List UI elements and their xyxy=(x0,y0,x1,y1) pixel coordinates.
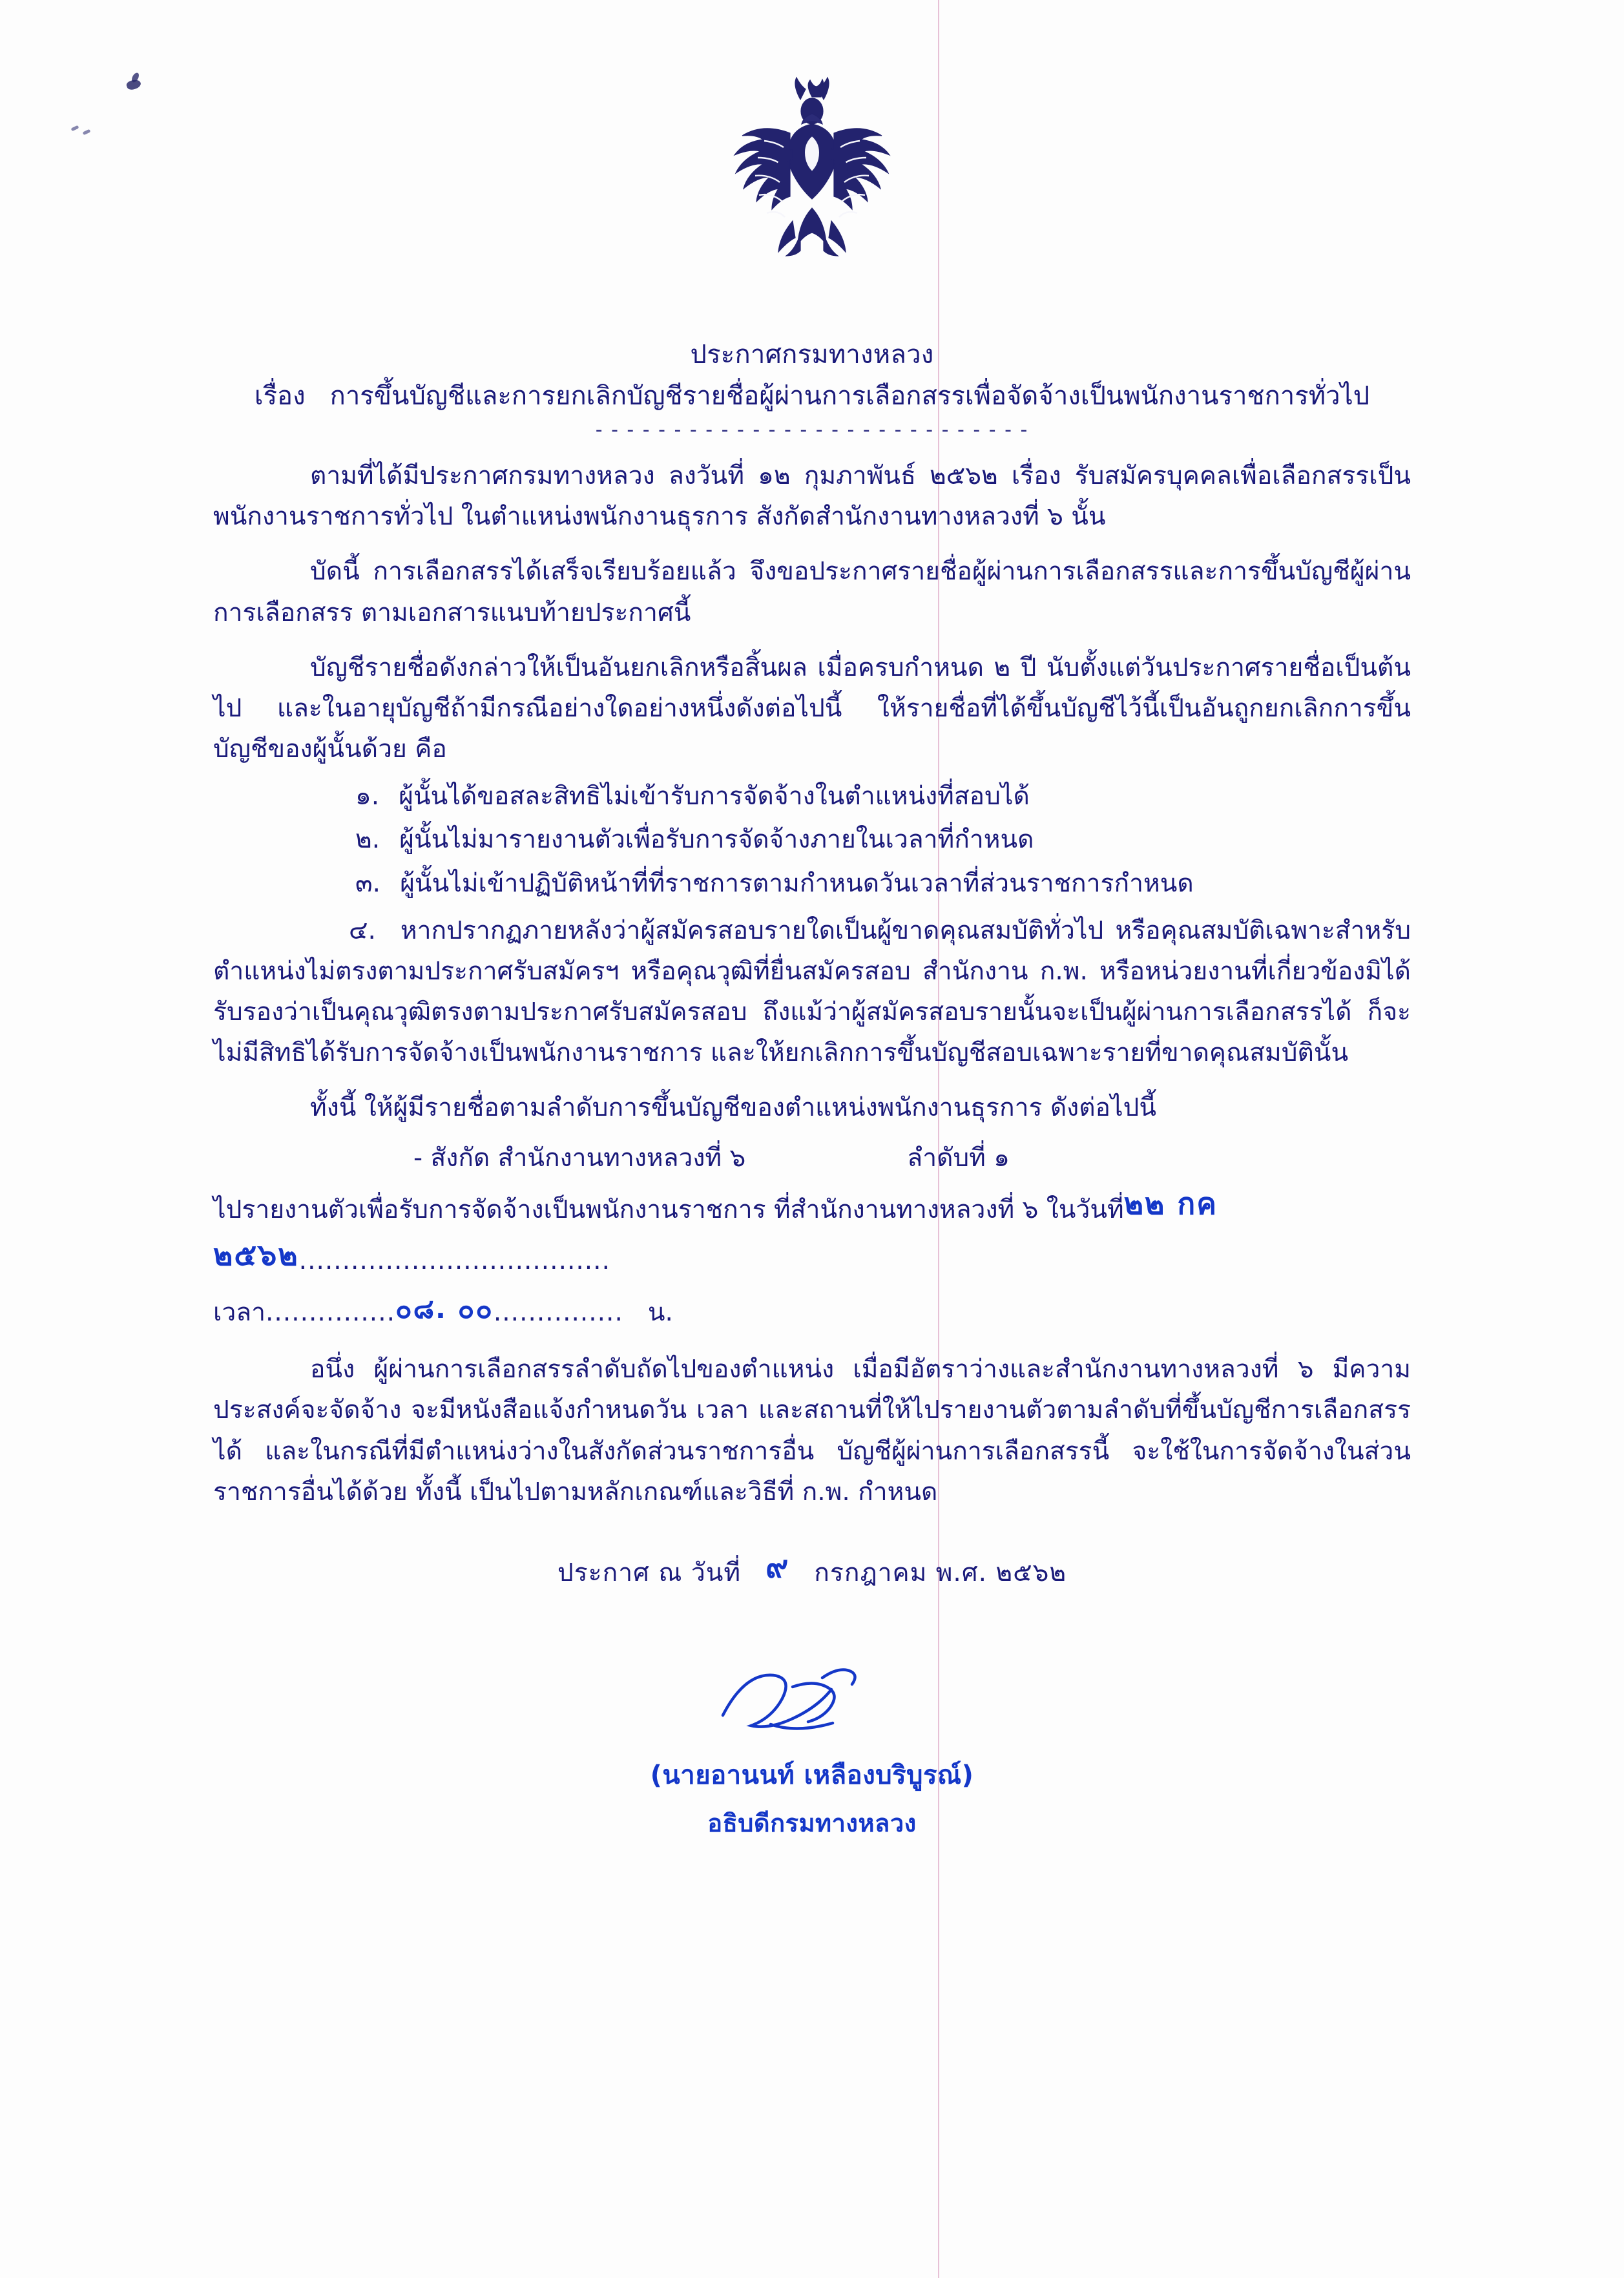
handwritten-report-time: ๐๘. ๐๐ xyxy=(395,1292,494,1324)
conditions-list xyxy=(213,776,1411,904)
signature-icon xyxy=(696,1653,928,1750)
order-label: ลำดับที่ ๑ xyxy=(907,1143,1010,1173)
subject-label: เรื่อง xyxy=(254,381,306,411)
list-item-text: ผู้นั้นไม่มารายงานตัวเพื่อรับการจัดจ้างภายในเวลาที่กำหนด xyxy=(399,825,1034,855)
list-item-number: ๑. xyxy=(355,782,380,811)
page-title: ประกาศกรมทางหลวง xyxy=(690,340,934,370)
garuda-emblem xyxy=(702,71,922,291)
signature-title: อธิบดีกรมทางหลวง xyxy=(707,1808,917,1837)
paragraph-closing: อนึ่ง ผู้ผ่านการเลือกสรรลำดับถัดไปของตำแหน่ง เมื่อมีอัตราว่างและสำนักงานทางหลวงที่ ๖ มีความประสงค์จะจัดจ้าง จะมีหนังสือแจ้งกำหนดวัน เวลา และสถานที่ให้ไปรายงานตัวตามลำดับที่ขึ้นบัญชีการเลือกสรรได้ และในกรณีที่มีตำแหน่งว่างในสังกัดส่วนราชการอื่น บัญชีผู้ผ่านการเลือกสรรนี้ จะใช้ในการจัดจ้างในส่วนราชการอื่นได้ด้วย ทั้งนี้ เป็นไปตามหลักเกณฑ์และวิธีที่ ก.พ. กำหนด xyxy=(213,1355,1411,1507)
subject-line xyxy=(213,377,1411,415)
time-dots-right: ............... xyxy=(493,1297,623,1327)
condition-four-text: หากปรากฏภายหลังว่าผู้สมัครสอบรายใดเป็นผู้ขาดคุณสมบัติทั่วไป หรือคุณสมบัติเฉพาะสำหรับตำแหน่งไม่ตรงตามประกาศรับสมัครฯ หรือคุณวุฒิที่ยื่นสมัครสอบ สำนักงาน ก.พ. หรือหน่วยงานที่เกี่ยวข้องมิได้รับรองว่าเป็นคุณวุฒิตรงตามประกาศรับสมัครสอบ ถึงแม้ว่าผู้สมัครสอบรายนั้นจะเป็นผู้ผ่านการเลือกสรรได้ ก็จะไม่มีสิทธิได้รับการจัดจ้างเป็นพนักงานราชการ และให้ยกเลิกการขึ้นบัญชีสอบเฉพาะรายที่ขาดคุณสมบัตินั้น xyxy=(213,915,1411,1068)
report-time-line xyxy=(213,1288,1411,1335)
title-divider: - - - - - - - - - - - - - - - - - - - - - - - - - - - - xyxy=(595,419,1029,441)
subject-text: การขึ้นบัญชีและการยกเลิกบัญชีรายชื่อผู้ผ่านการเลือกสรรเพื่อจัดจ้างเป็นพนักงานราชการทั่วไป xyxy=(329,381,1370,411)
list-item-number: ๓. xyxy=(355,868,381,898)
condition-four-number: ๔. xyxy=(349,915,376,945)
signature-block xyxy=(213,1653,1411,1843)
time-label: เวลา xyxy=(213,1297,266,1327)
report-date-dots: .................................... xyxy=(298,1246,610,1275)
report-line-text: ไปรายงานตัวเพื่อรับการจัดจ้างเป็นพนักงานราชการ ที่สำนักงานทางหลวงที่ ๖ ในวันที่ xyxy=(213,1195,1124,1224)
paragraph-announcement-reference: ตามที่ได้มีประกาศกรมทางหลวง ลงวันที่ ๑๒ กุมภาพันธ์ ๒๕๖๒ เรื่อง รับสมัครบุคคลเพื่อเลือกสรรเป็นพนักงานราชการทั่วไป ในตำแหน่งพนักงานธุรการ สังกัดสำนักงานทางหลวงที่ ๖ นั้น xyxy=(213,461,1411,532)
paragraph-selection-complete: บัดนี้ การเลือกสรรได้เสร็จเรียบร้อยแล้ว จึงขอประกาศรายชื่อผู้ผ่านการเลือกสรรและการขึ้นบัญชีผู้ผ่านการเลือกสรร ตามเอกสารแนบท้ายประกาศนี้ xyxy=(213,557,1411,627)
list-item-number: ๒. xyxy=(355,825,380,855)
list-item xyxy=(213,776,1411,817)
list-item-text: ผู้นั้นไม่เข้าปฏิบัติหน้าที่ที่ราชการตามกำหนดวันเวลาที่ส่วนราชการกำหนด xyxy=(400,868,1194,898)
announcement-date-line xyxy=(213,1546,1411,1595)
condition-four xyxy=(213,910,1411,1074)
stray-ink-mark-tertiary xyxy=(71,127,93,131)
handwritten-report-date: ๒๒ กค ๒๕๖๒ xyxy=(213,1186,1218,1272)
list-item xyxy=(213,819,1411,860)
announce-month-year: กรกฎาคม พ.ศ. ๒๕๖๒ xyxy=(814,1558,1067,1587)
handwritten-announce-day: ๙ xyxy=(765,1548,790,1585)
announce-prefix: ประกาศ ณ วันที่ xyxy=(557,1558,742,1587)
document-body xyxy=(213,336,1411,1843)
list-item xyxy=(213,863,1411,904)
time-dots-left: ............... xyxy=(265,1297,395,1327)
unit-and-order-line xyxy=(213,1138,1411,1178)
signature-name: (นายอานนท์ เหลืองบริบูรณ์) xyxy=(650,1760,974,1790)
list-item-text: ผู้นั้นได้ขอสละสิทธิไม่เข้ารับการจัดจ้างในตำแหน่งที่สอบได้ xyxy=(399,782,1030,811)
time-unit: น. xyxy=(647,1297,673,1327)
unit-label: - สังกัด สำนักงานทางหลวงที่ ๖ xyxy=(413,1143,746,1173)
paragraph-order-intro: ทั้งนี้ ให้ผู้มีรายชื่อตามลำดับการขึ้นบัญชีของตำแหน่งพนักงานธุรการ ดังต่อไปนี้ xyxy=(310,1093,1157,1123)
report-date-line xyxy=(213,1182,1411,1284)
paragraph-list-validity: บัญชีรายชื่อดังกล่าวให้เป็นอันยกเลิกหรือสิ้นผล เมื่อครบกำหนด ๒ ปี นับตั้งแต่วันประกาศรายชื่อเป็นต้นไป และในอายุบัญชีถ้ามีกรณีอย่างใดอย่างหนึ่งดังต่อไปนี้ ให้รายชื่อที่ได้ขึ้นบัญชีไว้นี้เป็นอันถูกยกเลิกการขึ้นบัญชีของผู้นั้นด้วย คือ xyxy=(213,653,1411,764)
